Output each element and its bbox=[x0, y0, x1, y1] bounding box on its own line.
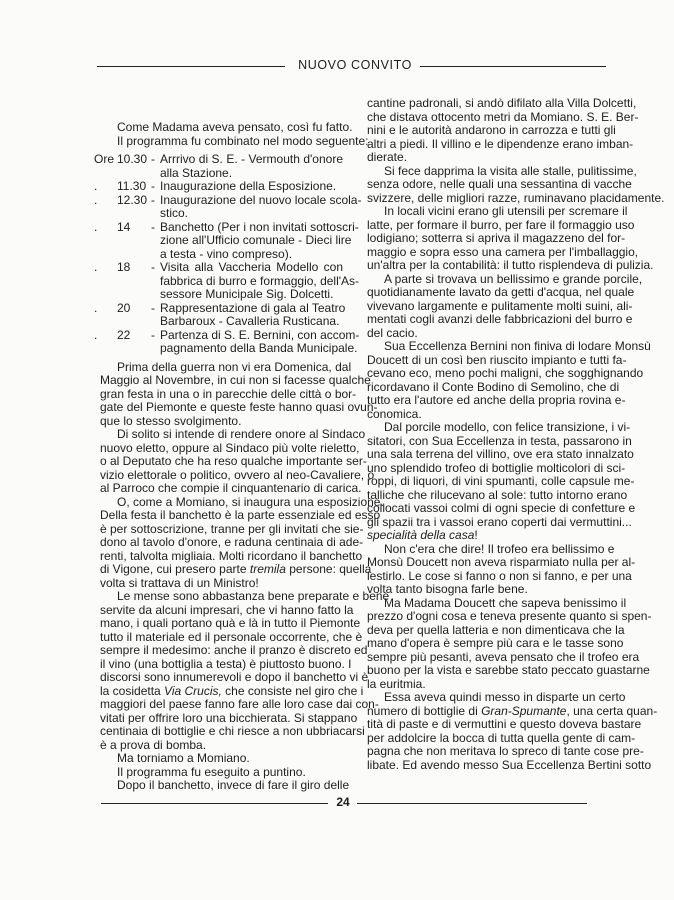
text-line: vitati per offrire loro una bicchierata. Si stappano bbox=[100, 710, 358, 725]
italic-text: tremila bbox=[249, 562, 286, 576]
text-segment: che consiste nel giro che i bbox=[221, 683, 364, 698]
text-line: Di solito si intende di rendere onore al Sindaco bbox=[117, 427, 366, 441]
text-line: Non c'era che dire! Il trofeo era bellissimo e bbox=[384, 541, 615, 556]
text-line: vivevano largamente e pulitamente molti suini, ali- bbox=[367, 298, 633, 313]
text-line: vizio elettorale o politico, ovvero al neo-Cavaliere, o bbox=[100, 467, 375, 482]
text-line: al Parroco che compie il cinquantenario di carica. bbox=[100, 481, 362, 495]
text-line: In locali vicini erano gli utensili per scremare il bbox=[384, 204, 628, 218]
text-line: Il programma fu combinato nel modo seguente: bbox=[117, 133, 369, 148]
text-line: Arrrivo di S. E. - Vermouth d'onore bbox=[160, 152, 343, 166]
text-line: un'altra per la contabilità: il tutto risplendeva di pulizia. bbox=[367, 258, 654, 272]
text-line: Sua Eccellenza Bernini non finiva di lodare Monsù bbox=[384, 339, 651, 353]
text-line: Come Madama aveva pensato, così fu fatto. bbox=[117, 120, 353, 134]
text-line: Partenza di S. E. Bernini, con accom- bbox=[160, 327, 360, 342]
text-line: gate del Piemonte e queste feste hanno quasi ovun- bbox=[100, 400, 378, 414]
text-line: dono al tavolo d'onore, e raduna centinaia di ade- bbox=[100, 535, 364, 549]
text-line: o al Deputato che ha reso qualche importante ser- bbox=[100, 454, 367, 468]
footer-rule-right bbox=[357, 803, 587, 804]
program-item bbox=[94, 327, 360, 356]
text-line: stico. bbox=[160, 206, 189, 220]
intro bbox=[100, 120, 369, 148]
italic-text: Via Crucis, bbox=[164, 683, 222, 698]
text-line: tutto il materiale ed il personale occorrente, che è bbox=[100, 629, 363, 644]
program-item bbox=[94, 152, 343, 180]
paragraph bbox=[100, 120, 353, 135]
text-line: è a prova di bomba. bbox=[100, 737, 207, 752]
program-prefix: . bbox=[94, 219, 98, 234]
text-line: deva per quella latteria e non dimenticava che la bbox=[367, 622, 625, 637]
program-time: 14 bbox=[117, 219, 131, 234]
text-line: Della festa il banchetto è la parte essenziale ed esso bbox=[100, 508, 381, 522]
text-line: collocati vassoi colmi di ogni specie di confetture e bbox=[367, 501, 636, 515]
paragraph bbox=[100, 359, 378, 429]
paragraph bbox=[367, 595, 652, 692]
text-line: pagna che non meritava lo spreco di tante cose pre- bbox=[367, 744, 644, 758]
program-item bbox=[94, 192, 362, 221]
text-line: cantine padronali, si andò difilato alla Villa Dolcetti, bbox=[367, 96, 637, 110]
italic-text: specialità della casa bbox=[367, 528, 475, 542]
program-item bbox=[94, 219, 359, 262]
program-description bbox=[160, 219, 359, 262]
program-time: 12.30 bbox=[117, 192, 148, 207]
text-line: è per sottoscrizione, tranne per gli invitati che sie- bbox=[100, 521, 364, 536]
text-line: del cacio. bbox=[367, 325, 418, 340]
text-line: Banchetto (Per i non invitati sottoscri- bbox=[160, 219, 359, 234]
text-line: Maggio al Novembre, in cui non si facesse qualche bbox=[100, 373, 371, 387]
footer-rule-left bbox=[101, 803, 328, 804]
text-line: il vino (una bottiglia a testa) è piuttosto buono. I bbox=[100, 656, 352, 671]
text-line: Prima della guerra non vi era Domenica, dal bbox=[117, 359, 352, 374]
text-line: a testa - vino compreso). bbox=[160, 246, 293, 261]
text-line: Le mense sono abbastanza bene preparate e bene bbox=[117, 589, 390, 603]
text-line: conomica. bbox=[367, 406, 422, 421]
text-line: Barbaroux - Cavalleria Rusticana. bbox=[160, 314, 340, 328]
program-dash: - bbox=[151, 327, 155, 342]
text-line bbox=[367, 703, 658, 719]
header-rule-right bbox=[420, 66, 606, 67]
text-line: Inaugurazione del nuovo locale scola- bbox=[160, 192, 362, 207]
program-item bbox=[94, 300, 346, 329]
text-line: Monsù Doucett non aveva risparmiato nulla per al- bbox=[367, 555, 636, 569]
italic-text: Gran-Spumante bbox=[481, 703, 567, 718]
text-line: A parte si trovava un bellissimo e grande porcile, bbox=[384, 271, 643, 286]
text-line: mano, i quali portano quà e là in tutto il Piemonte bbox=[100, 616, 361, 630]
left-body bbox=[100, 359, 390, 793]
text-line: ricordavano il Conte Bodino di Semolino, che di bbox=[367, 379, 620, 394]
right-body bbox=[367, 96, 665, 772]
text-line bbox=[100, 683, 364, 699]
text-line: Doucett di un così ben riuscito impianto e tutti fa- bbox=[367, 352, 627, 367]
text-line: volta si trattava di un Ministro! bbox=[100, 575, 259, 590]
program-item bbox=[94, 260, 360, 302]
text-line: lestirlo. Le cose si fanno o non si fanno, e per una bbox=[367, 568, 632, 583]
text-line: svizzere, delle migliori razze, ruminavano placidamente. bbox=[367, 190, 665, 205]
paragraph bbox=[367, 204, 654, 273]
text-line: che distava ottocento metri da Momiano. S. E. Ber- bbox=[367, 109, 639, 124]
text-line: Dal porcile modello, con felice transizione, i vi- bbox=[384, 420, 631, 434]
program-dash: - bbox=[151, 192, 155, 207]
program-description bbox=[160, 327, 360, 356]
program-dash: - bbox=[151, 300, 155, 315]
text-line: Ma Madama Doucett che sapeva benissimo il bbox=[384, 595, 627, 610]
text-line: altri a piedi. Il villino e le dipendenze erano imban- bbox=[367, 136, 634, 151]
text-line: Inaugurazione della Esposizione. bbox=[160, 179, 337, 193]
text-line: lodigiano; sotterra si apriva il magazzeno del for- bbox=[367, 231, 626, 245]
program-dash: - bbox=[151, 260, 155, 274]
text-line: buono per la vista e sarebbe stato peccato guastarne bbox=[367, 663, 650, 677]
text-line: Il programma fu eseguito a puntino. bbox=[117, 764, 306, 779]
text-segment: persone: quella bbox=[285, 562, 372, 576]
text-line: Si fece dapprima la visita alle stalle, pulitissime, bbox=[384, 163, 637, 178]
program-time: 22 bbox=[117, 327, 131, 342]
paragraph bbox=[100, 133, 369, 149]
program-description bbox=[160, 300, 346, 329]
program-prefix: Ore bbox=[94, 152, 115, 166]
text-line: nuovo eletto, oppure al Sindaco più volte rieletto, bbox=[100, 440, 360, 455]
text-line: mano d'opera è sempre più cara e le tasse sono bbox=[367, 636, 624, 650]
text-line: que lo stesso svolgimento. bbox=[100, 413, 242, 428]
text-line: per addolcire la bocca di tutta quella gente di cam- bbox=[367, 730, 636, 745]
paragraph bbox=[100, 766, 343, 780]
text-line: prezzo d'ogni cosa e teneva presente quanto si spen- bbox=[367, 609, 652, 623]
text-line: gran festa in una o in parecchie delle città o bor- bbox=[100, 386, 357, 401]
program-prefix: . bbox=[94, 327, 98, 342]
paragraph bbox=[367, 163, 665, 206]
paragraph bbox=[367, 420, 636, 543]
program-dash: - bbox=[151, 152, 155, 166]
paragraph bbox=[367, 96, 639, 165]
program-dash: - bbox=[151, 179, 155, 193]
text-line: quotidianamente lavato da getti d'acqua, nel quale bbox=[367, 285, 635, 299]
text-line: roppi, di liquori, di vini spumanti, colle capsule me- bbox=[367, 474, 635, 488]
page-number: 24 bbox=[336, 795, 350, 809]
text-line bbox=[100, 562, 372, 577]
program-prefix: . bbox=[94, 260, 98, 274]
text-segment: , una certa quan- bbox=[566, 703, 658, 718]
text-segment: la cosidetta bbox=[100, 683, 165, 698]
program-description bbox=[160, 180, 343, 194]
program-time: 10.30 bbox=[117, 152, 148, 166]
program-description bbox=[160, 260, 360, 302]
text-line: cevano eco, meno pochi maligni, che sogghignando bbox=[367, 366, 644, 380]
program-time: 18 bbox=[117, 260, 131, 274]
text-line: libate. Ed avendo messo Sua Eccellenza Bertini sotto bbox=[367, 757, 652, 772]
text-segment: ! bbox=[474, 528, 478, 542]
running-header-title: NUOVO CONVITO bbox=[298, 58, 412, 72]
text-line: maggio e sopra esso una camera per l'imballaggio, bbox=[367, 244, 639, 259]
program-prefix: . bbox=[94, 300, 98, 315]
program-time: 11.30 bbox=[117, 179, 147, 193]
text-line: Dopo il banchetto, invece di fare il giro delle bbox=[117, 778, 350, 792]
text-line: mentati cogli avanzi delle fabbricazioni del burro e bbox=[367, 312, 633, 326]
text-line: sessore Municipale Sig. Dolcetti. bbox=[160, 287, 334, 301]
paragraph bbox=[367, 541, 636, 597]
text-line: Visita alla Vaccheria Modello con bbox=[160, 260, 343, 274]
text-line: renti, talvolta migliaia. Molti ricordano il banchetto bbox=[100, 548, 363, 563]
text-line: alla Stazione. bbox=[160, 165, 233, 180]
text-line: discorsi sono innumerevoli e dopo il banchetto vi è bbox=[100, 670, 369, 684]
text-line: volta tanto bisogna farle bene. bbox=[367, 582, 528, 596]
text-line: uno splendido trofeo di bottiglie molticolori di sci- bbox=[367, 460, 626, 475]
text-line: gli spazii tra i vassoi erano coperti dai vermuttini... bbox=[367, 514, 632, 529]
text-segment: di Vigone, cui presero parte bbox=[100, 562, 250, 576]
program-dash: - bbox=[151, 219, 155, 234]
text-line: talliche che rilucevano al sole: tutto intorno erano bbox=[367, 487, 628, 502]
text-line: maggiori del paese fanno fare alle loro case dai con- bbox=[100, 697, 379, 711]
text-line: una sala terrena del villino, ove era stato innalzato bbox=[367, 447, 634, 461]
event-program bbox=[94, 152, 362, 356]
text-line: sempre il medesimo: anche il pranzo è discreto ed bbox=[100, 643, 368, 657]
program-description bbox=[160, 153, 343, 180]
program-prefix: . bbox=[94, 179, 98, 193]
program-item bbox=[94, 179, 343, 194]
text-line: nini e le autorità andarono in carrozza e tutti gli bbox=[367, 123, 616, 137]
header-rule-left bbox=[97, 66, 285, 67]
text-line: centinaia di bottiglie e chi riesce a non ubbriacarsi bbox=[100, 724, 365, 738]
paragraph bbox=[100, 589, 390, 752]
text-line: la euritmia. bbox=[367, 676, 426, 691]
text-line: dierate. bbox=[367, 150, 408, 164]
paragraph bbox=[100, 494, 384, 591]
paragraph bbox=[367, 271, 643, 341]
text-line: senza odore, nelle quali una sessantina di vacche bbox=[367, 177, 632, 191]
text-line: tità di paste e di vermuttini e questo doveva bastare bbox=[367, 717, 642, 731]
text-line: tutto era l'autore ed anche della propria rovina e- bbox=[367, 393, 626, 407]
paragraph bbox=[100, 427, 375, 496]
paragraph bbox=[100, 778, 350, 793]
text-line: pagnamento della Banda Municipale. bbox=[160, 341, 358, 355]
program-prefix: . bbox=[94, 192, 98, 207]
text-line: fabbrica di burro e formaggio, dell'As- bbox=[160, 273, 360, 288]
program-description bbox=[160, 192, 362, 221]
text-line: zione all'Ufficio comunale - Dieci lire bbox=[160, 233, 352, 247]
paragraph bbox=[367, 339, 651, 421]
text-line: latte, per formare il burro, per fare il formaggio uso bbox=[367, 217, 635, 232]
text-line: O, come a Momiano, si inaugura una esposizione. bbox=[117, 494, 384, 509]
text-line: sempre più pesanti, aveva pensato che il trofeo era bbox=[367, 649, 640, 664]
text-segment: numero di bottiglie di bbox=[367, 703, 482, 718]
text-line: Ma torniamo a Momiano. bbox=[117, 751, 250, 765]
text-line bbox=[367, 529, 609, 543]
text-line: sitatori, con Sua Eccellenza in testa, passarono in bbox=[367, 433, 632, 448]
program-time: 20 bbox=[117, 300, 131, 315]
paragraph bbox=[100, 752, 343, 766]
text-line: servite da alcuni impresari, che vi hanno fatto la bbox=[100, 602, 354, 617]
right-column bbox=[367, 96, 665, 772]
text-line: Rappresentazione di gala al Teatro bbox=[160, 300, 346, 315]
paragraph bbox=[367, 690, 658, 772]
text-line: Essa aveva quindi messo in disparte un certo bbox=[384, 690, 626, 704]
